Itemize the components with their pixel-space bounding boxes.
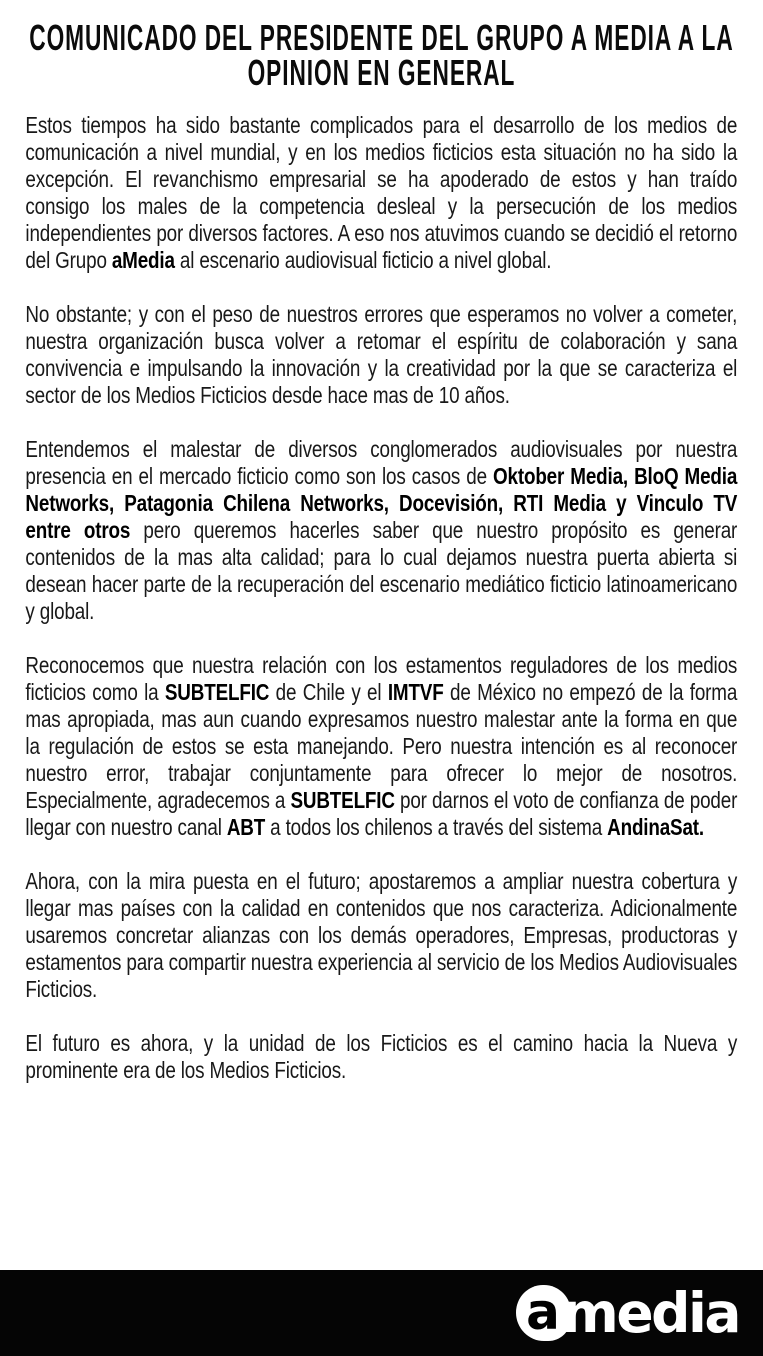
- title-line-2: OPINION EN GENERAL: [247, 52, 516, 93]
- paragraph-4: Reconocemos que nuestra relación con los estamentos reguladores de los medios ficticios como la SUBTELFIC de Chile y el IMTVF de México no empezó de la forma mas apropiada, mas aun cuando expresamos nuestro malestar ante la forma en que la regulación de estos se esta manejando. Pero nuestra intención es al reconocer nuestro error, trabajar conjuntamente para ofrecer lo mejor de nosotros. Especialmente, agradecemos a SUBTELFIC por darnos el voto de confianza de poder llegar con nuestro canal ABT a todos los chilenos a través del sistema AndinaSat.: [25, 652, 738, 840]
- footer-bar: [0, 1270, 763, 1356]
- amedia-logo: [516, 1281, 739, 1345]
- amedia-logo-a-mark: a: [516, 1285, 571, 1341]
- title-line-1: COMUNICADO DEL PRESIDENTE DEL GRUPO A MEDIA A LA: [29, 17, 734, 58]
- paragraph-2: No obstante; y con el peso de nuestros errores que esperamos no volver a cometer, nuestra organización busca volver a retomar el espíritu de colaboración y sana convivencia e impulsando la innovación y la creatividad por la que se caracteriza el sector de los Medios Ficticios desde hace mas de 10 años.: [25, 301, 738, 408]
- amedia-logo-media-text: media: [561, 1281, 739, 1345]
- paragraph-1: Estos tiempos ha sido bastante complicados para el desarrollo de los medios de comunicación a nivel mundial, y en los medios ficticios esta situación no ha sido la excepción. El revanchismo empresarial se ha apoderado de estos y han traído consigo los males de la competencia desleal y la persecución de los medios independientes por diversos factores. A eso nos atuvimos cuando se decidió el retorno del Grupo aMedia al escenario audiovisual ficticio a nivel global.: [25, 112, 738, 273]
- document-body: [0, 112, 763, 1111]
- document-title: [0, 17, 763, 93]
- paragraph-6: El futuro es ahora, y la unidad de los Ficticios es el camino hacia la Nueva y prominente era de los Medios Ficticios.: [25, 1030, 738, 1083]
- paragraph-3: Entendemos el malestar de diversos conglomerados audiovisuales por nuestra presencia en el mercado ficticio como son los casos de Oktober Media, BloQ Media Networks, Patagonia Chilena Networks, Docevisión, RTI Media y Vinculo TV entre otros pero queremos hacerles saber que nuestro propósito es generar contenidos de la mas alta calidad; para lo cual dejamos nuestra puerta abierta si desean hacer parte de la recuperación del escenario mediático ficticio latinoamericano y global.: [25, 436, 738, 624]
- paragraph-5: Ahora, con la mira puesta en el futuro; apostaremos a ampliar nuestra cobertura y llegar mas países con la calidad en contenidos que nos caracteriza. Adicionalmente usaremos concretar alianzas con los demás operadores, Empresas, productoras y estamentos para compartir nuestra experiencia al servicio de los Medios Audiovisuales Ficticios.: [25, 868, 738, 1002]
